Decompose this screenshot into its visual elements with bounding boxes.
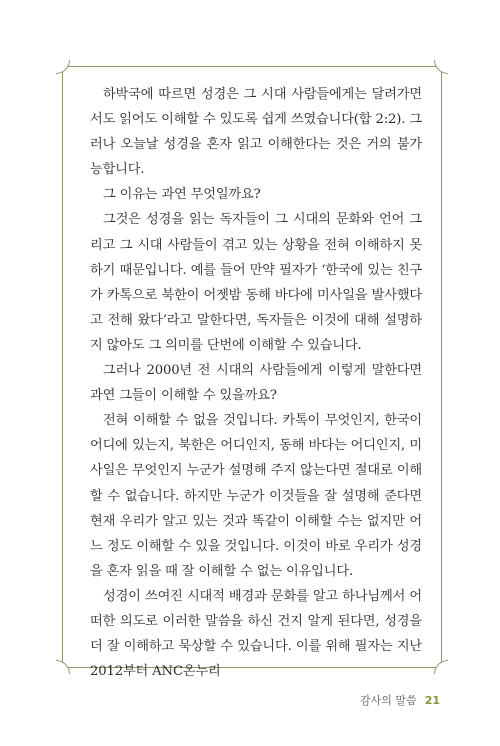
frame-corner-ornament [56,660,70,674]
running-title: 감사의 말씀 [360,694,417,707]
paragraph: 그 이유는 과연 무엇일까요? [103,187,261,203]
body-text [90,82,422,684]
frame-corner-ornament [434,60,448,74]
paragraph: 하박국에 따르면 성경은 그 시대 사람들에게는 달려가면서도 읽어도 이해할 수 있도록 쉽게 쓰였습니다(합 2:2). 그러나 오늘날 성경을 혼자 읽고 이해한다는 것은 거의 불가능합니다. [90,87,422,178]
frame-corner-ornament [434,660,448,674]
page-number: 21 [424,694,440,707]
paragraph: 그것은 성경을 읽는 독자들이 그 시대의 문화와 언어 그리고 그 시대 사람들이 겪고 있는 상황을 전혀 이해하지 못하기 때문입니다. 예를 들어 만약 필자가 ‘한국에 있는 친구가 카톡으로 북한이 어젯밤 동해 바다에 미사일을 발사했다고 전해 왔다’라고 말한다면, 독자들은 이것에 대해 설명하지 않아도 그 의미를 단번에 이해할 수 있습니다. [90,212,422,353]
page-footer [360,692,440,708]
paragraph: 전혀 이해할 수 없을 것입니다. 카톡이 무엇인지, 한국이 어디에 있는지, 북한은 어디인지, 동해 바다는 어디인지, 미사일은 무엇인지 누군가 설명해 주지 않는다면 절대로 이해할 수 없습니다. 하지만 누군가 이것들을 잘 설명해 준다면 현재 우리가 알고 있는 것과 똑같이 이해할 수는 없지만 어느 정도 이해할 수 있을 것입니다. 이것이 바로 우리가 성경을 혼자 읽을 때 잘 이해할 수 없는 이유입니다. [90,413,422,579]
paragraph: 그러나 2000년 전 시대의 사람들에게 이렇게 말한다면 과연 그들이 이해할 수 있을까요? [90,363,422,404]
paragraph: 성경이 쓰여진 시대적 배경과 문화를 알고 하나님께서 어떠한 의도로 이러한 말씀을 하신 건지 알게 된다면, 성경을 더 잘 이해하고 묵상할 수 있습니다. 이를 위해 필자는 지난 2012부터 ANC온누리 [90,588,422,680]
frame-corner-ornament [56,60,70,74]
